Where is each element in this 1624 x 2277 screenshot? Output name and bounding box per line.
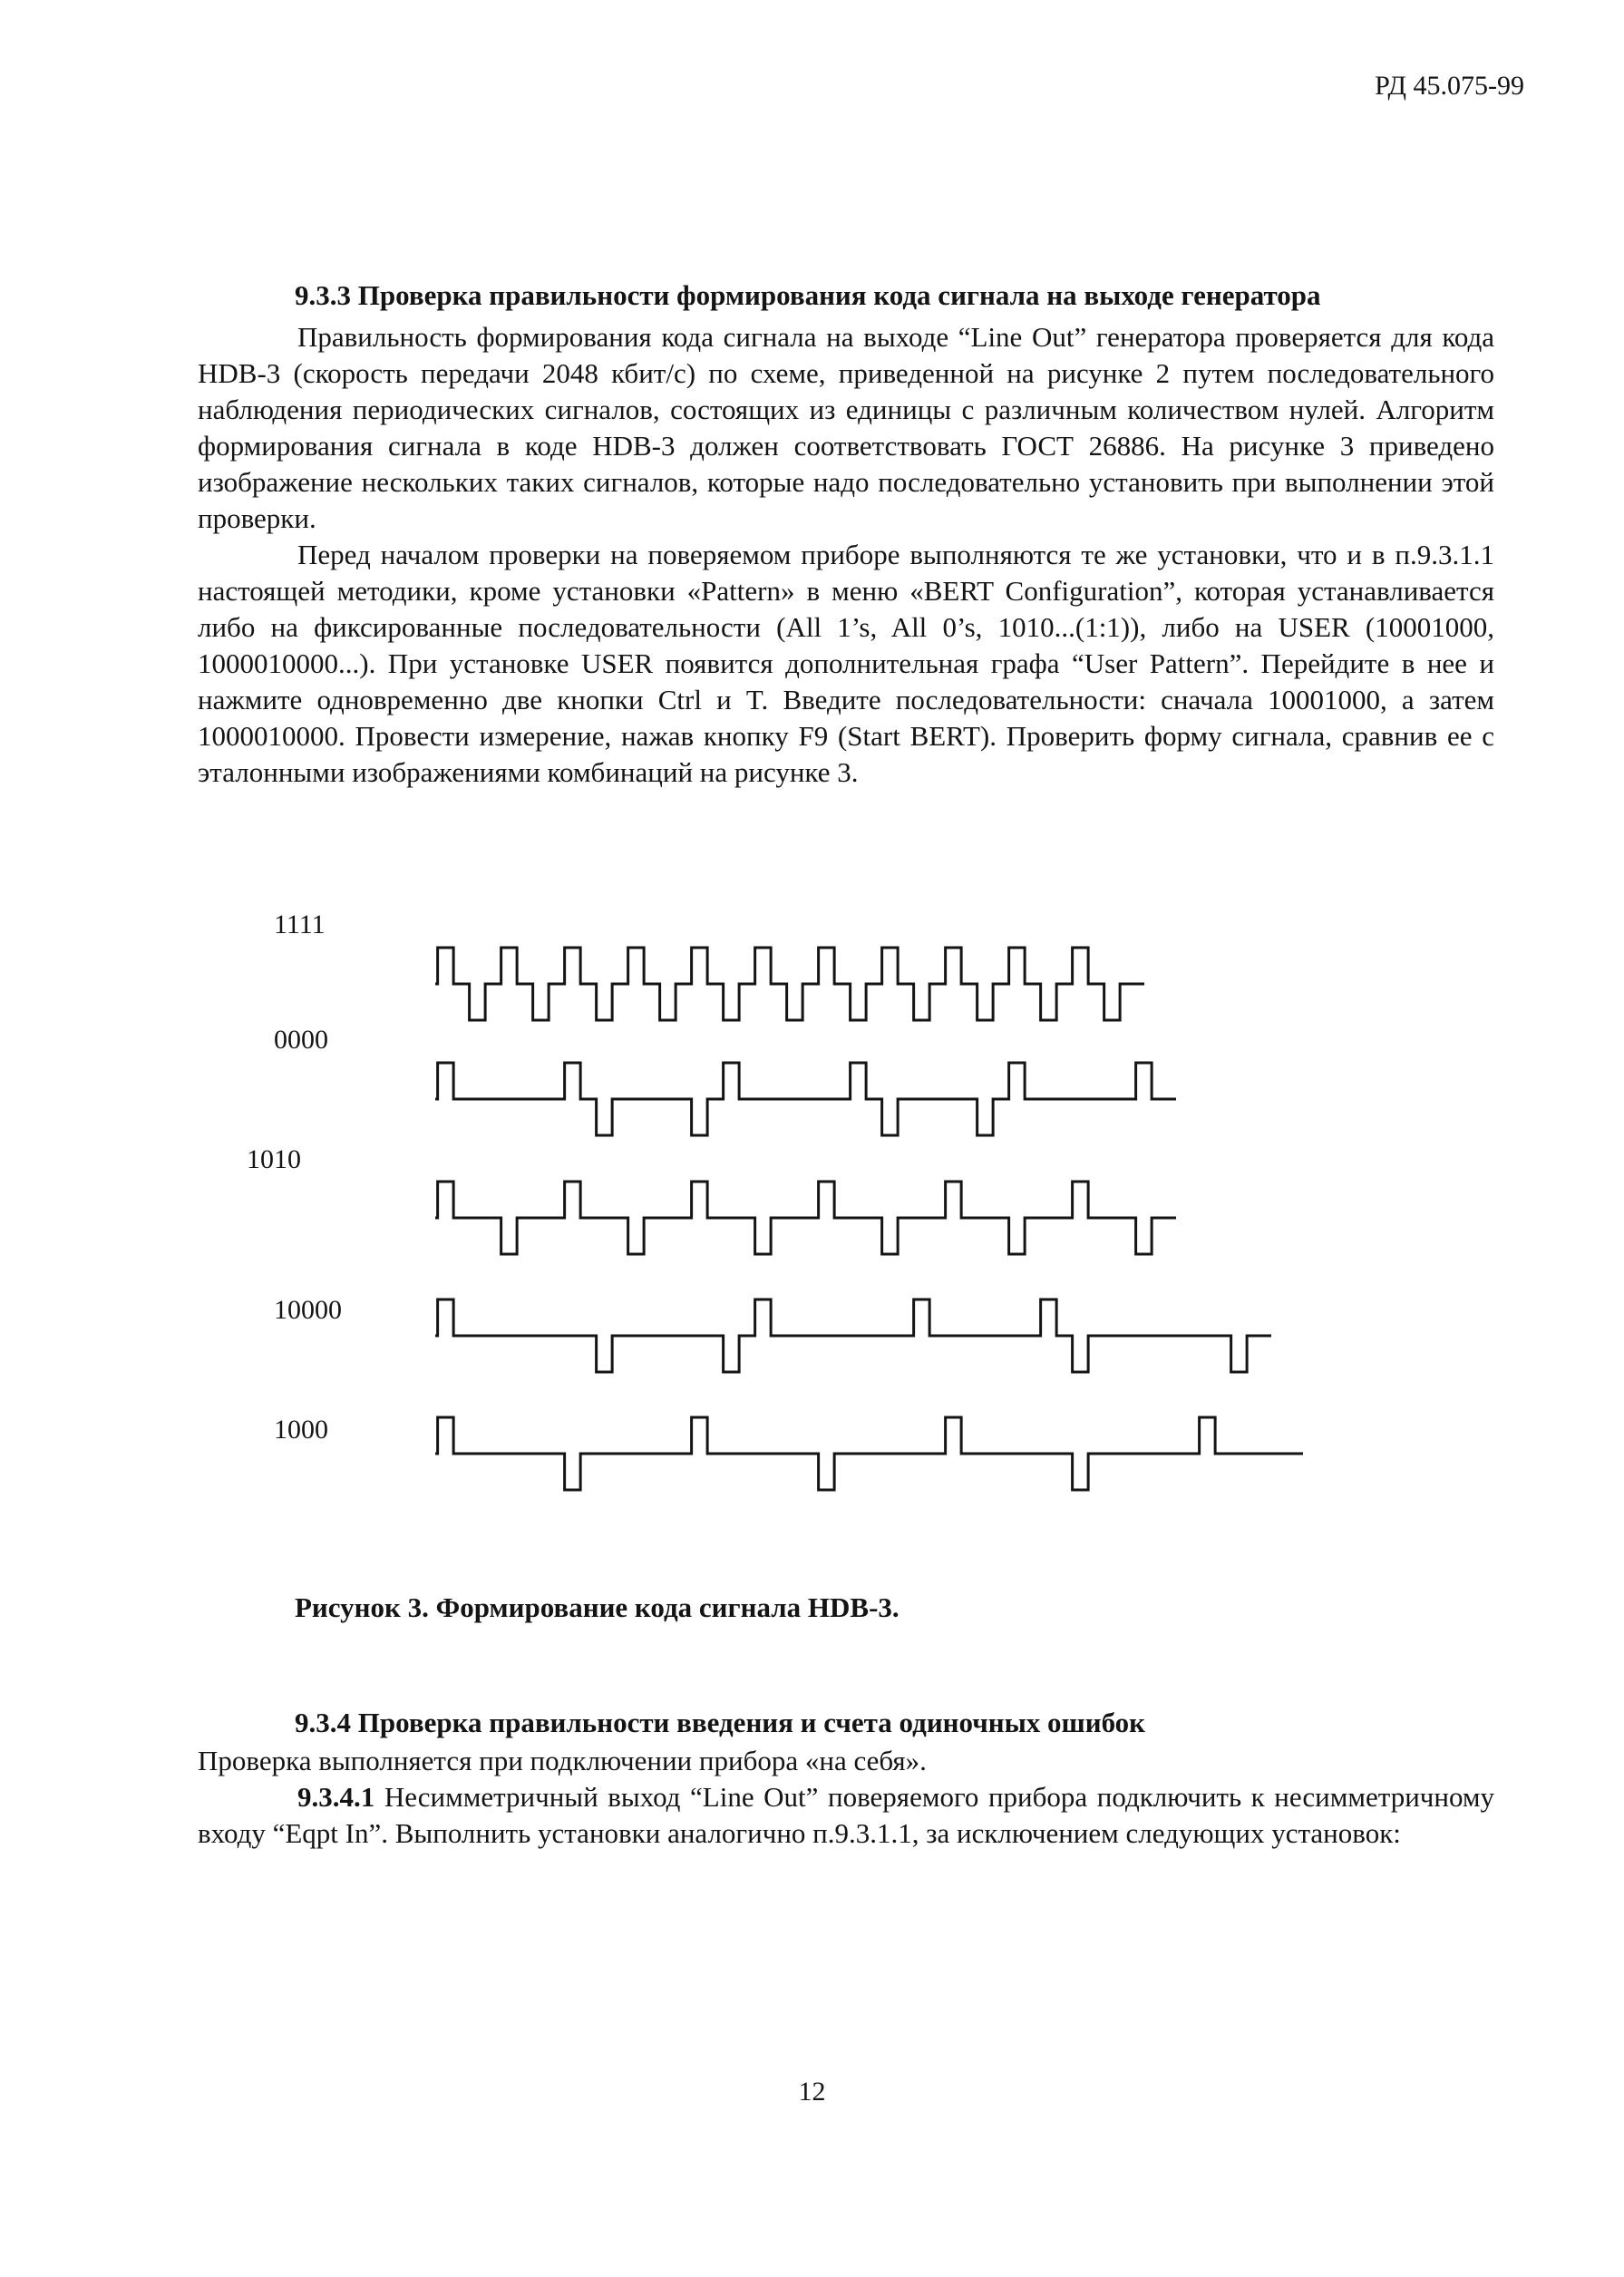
section-9-3-4-body	[198, 1743, 1494, 1852]
waveform-label-1111: 1111	[274, 910, 326, 939]
subsection-number: 9.3.4.1	[297, 1781, 375, 1813]
paragraph-9-3-4-1	[198, 1779, 1494, 1852]
waveform-line-1010	[435, 1182, 1176, 1254]
waveform-trace-1010	[435, 1182, 1176, 1254]
waveform-trace-1111	[435, 948, 1144, 1020]
paragraph-self-loop: Проверка выполняется при подключении прибора «на себя».	[198, 1745, 927, 1776]
waveform-label-10000: 10000	[274, 1295, 342, 1325]
waveform-trace-10000	[435, 1299, 1271, 1372]
waveform-line-0000	[435, 1063, 1176, 1135]
waveform-line-1000	[435, 1417, 1303, 1490]
section-heading-9-3-3: 9.3.3 Проверка правильности формирования кода сигнала на выходе генератора	[295, 279, 1321, 311]
waveform-trace-0000	[435, 1063, 1176, 1135]
waveform-trace-1000	[435, 1417, 1303, 1490]
page-number: 12	[798, 2077, 826, 2107]
waveform-label-1010: 1010	[247, 1144, 301, 1174]
subsection-text: Несимметричный выход “Line Out” поверяемого прибора подключить к несимметричному входу “Eqpt In”. Выполнить установки аналогично п.9.3.1.1, за исключением следующих установок:	[198, 1781, 1494, 1849]
waveform-label-0000: 0000	[274, 1025, 328, 1055]
paragraph-line-out-check: Правильность формирования кода сигнала на выходе “Line Out” генератора проверяется для кода HDB-3 (скорость передачи 2048 кбит/с) по схеме, приведенной на рисунке 2 путем последовательного наблюдения периодических сигналов, состоящих из единицы с различным количеством нулей. Алгоритм формирования сигнала в коде HDB-3 должен соответствовать ГОСТ 26886. На рисунке 3 приведено изображение нескольких таких сигналов, которые надо последовательно установить при выполнении этой проверки.	[198, 321, 1494, 534]
paragraph-setup-instructions: Перед началом проверки на поверяемом приборе выполняются те же установки, что и в п.9.3.1.1 настоящей методики, кроме установки «Pattern» в меню «BERT Configuration”, которая устанавливается либо на фиксированные последовательности (All 1’s, All 0’s, 1010...(1:1)), либо на USER (10001000, 1000010000...). При установке USER появится дополнительная графа “User Pattern”. Перейдите в нее и нажмите одновременно две кнопки Ctrl и T. Введите последовательности: сначала 10001000, а затем 1000010000. Провести измерение, нажав кнопку F9 (Start BERT). Проверить форму сигнала, сравнив ее с эталонными изображениями комбинаций на рисунке 3.	[198, 539, 1494, 788]
waveform-line-1111	[435, 948, 1144, 1020]
waveform-label-1000: 1000	[274, 1415, 328, 1445]
document-code: РД 45.075-99	[1375, 71, 1524, 101]
waveform-line-10000	[435, 1299, 1271, 1372]
section-heading-9-3-4: 9.3.4 Проверка правильности введения и счета одиночных ошибок	[295, 1707, 1146, 1738]
figure-3-caption: Рисунок 3. Формирование кода сигнала HDB-3.	[295, 1591, 900, 1623]
